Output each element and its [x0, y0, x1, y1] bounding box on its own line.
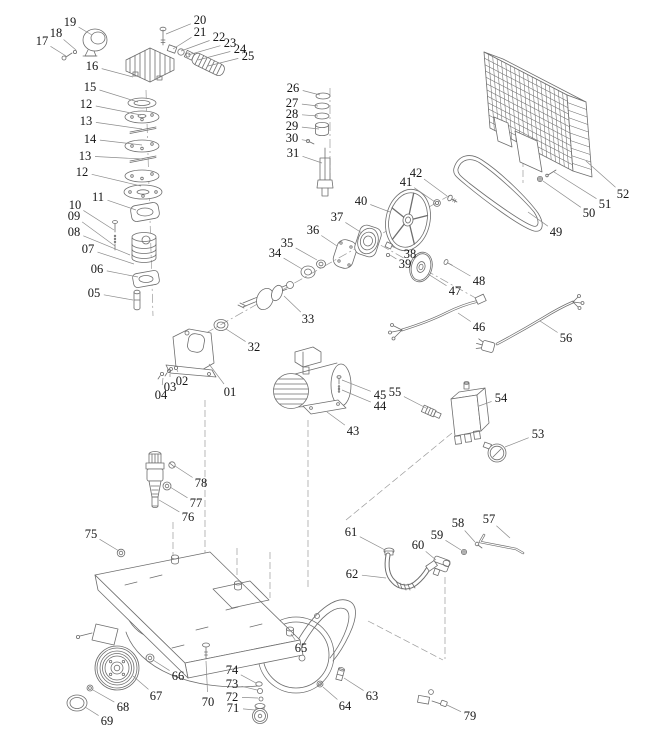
leader-line: [505, 438, 529, 447]
part-label: 63: [365, 689, 379, 703]
fitting-59: [461, 549, 466, 554]
v-belt: [454, 156, 543, 232]
part-label: 52: [616, 187, 630, 201]
leader-line: [428, 274, 447, 286]
part-label: 29: [285, 119, 299, 133]
leader-line: [496, 526, 510, 538]
part-label: 25: [241, 49, 255, 63]
part-label: 18: [49, 26, 63, 40]
part-label: 76: [181, 510, 195, 524]
part-label: 49: [549, 225, 563, 239]
leader-line: [166, 24, 191, 34]
part-label: 13: [79, 114, 93, 128]
leader-line: [303, 91, 320, 96]
leader-line: [447, 705, 461, 712]
part-label: 37: [330, 210, 344, 224]
part-label: 01: [223, 385, 237, 399]
part-label: 69: [100, 714, 114, 728]
bearing: [301, 266, 315, 278]
wheel: [95, 646, 139, 690]
shaft-seal: [214, 320, 228, 331]
part-label: 35: [280, 236, 294, 250]
part-label: 04: [154, 388, 168, 402]
shaft-key: [385, 242, 393, 257]
gasket-stack: [124, 98, 162, 222]
part-label: 59: [430, 528, 444, 542]
part-label: 08: [67, 225, 81, 239]
part-label: 50: [582, 206, 596, 220]
part-label: 33: [301, 312, 315, 326]
leader-line: [465, 531, 475, 543]
pressure-gauge: [483, 442, 506, 462]
leader-line: [540, 321, 558, 333]
leader-line: [83, 210, 114, 230]
part-label: 60: [411, 538, 425, 552]
part-label: 73: [225, 677, 239, 691]
flywheel: [380, 185, 436, 255]
stud-05: [134, 290, 140, 310]
part-label: 79: [463, 709, 477, 723]
part-label: 55: [388, 385, 402, 399]
check-valve-stack: [306, 93, 333, 196]
part-label: 71: [226, 701, 240, 715]
leader-line: [108, 200, 137, 210]
part-label: 53: [531, 427, 545, 441]
part-label: 12: [79, 97, 93, 111]
leader-line: [327, 412, 345, 425]
leader-line: [242, 697, 258, 698]
leader-line: [93, 690, 114, 702]
part-label: 26: [286, 81, 300, 95]
leader-line: [321, 236, 337, 247]
leader-line: [226, 329, 246, 342]
part-label: 06: [90, 262, 104, 276]
leader-line: [173, 37, 192, 49]
part-label: 41: [399, 175, 413, 189]
part-label: 38: [403, 247, 417, 261]
leader-line: [426, 551, 436, 560]
part-label: 21: [193, 25, 207, 39]
part-label: 54: [494, 391, 508, 405]
leader-line: [284, 296, 301, 312]
part-label: 22: [212, 30, 226, 44]
part-label: 74: [225, 663, 239, 677]
part-label: 40: [354, 194, 368, 208]
leader-line: [362, 575, 386, 578]
leader-line: [107, 271, 138, 277]
leader-line: [302, 140, 309, 141]
leader-line: [424, 179, 447, 196]
leader-line: [243, 709, 255, 710]
part-label: 07: [81, 242, 95, 256]
part-label: 13: [78, 149, 92, 163]
part-label: 12: [75, 165, 89, 179]
part-label: 24: [233, 42, 247, 56]
part-label: 03: [163, 380, 177, 394]
cylinder-plate: [132, 270, 160, 288]
leader-line: [181, 41, 210, 52]
inlet-fittings: [167, 45, 190, 57]
part-label: 20: [193, 13, 207, 27]
power-cord-46: [389, 294, 487, 340]
leader-line: [296, 248, 317, 260]
part-label: 28: [285, 107, 299, 121]
part-label: 32: [247, 340, 261, 354]
part-label: 56: [559, 331, 573, 345]
leader-line: [302, 127, 319, 129]
part-label: 39: [398, 257, 412, 271]
belt-guard-grille: [484, 52, 592, 182]
part-label: 34: [268, 246, 282, 260]
hub-cap: [67, 695, 87, 711]
leader-line: [370, 205, 390, 213]
leader-line: [51, 46, 67, 56]
part-label: 43: [346, 424, 360, 438]
part-label: 44: [373, 399, 387, 413]
part-label: 30: [285, 131, 299, 145]
leader-line: [175, 466, 193, 478]
part-label: 51: [598, 197, 612, 211]
axle-washer: [146, 654, 154, 662]
part-label: 05: [87, 286, 101, 300]
part-label: 02: [175, 374, 189, 388]
piston: [132, 233, 156, 263]
leader-line: [458, 313, 471, 322]
part-label: 14: [83, 132, 97, 146]
part-label: 68: [116, 700, 130, 714]
part-label: 78: [194, 476, 208, 490]
flywheel-washer: [434, 200, 441, 207]
part-label: 61: [344, 525, 358, 539]
air-filter: [83, 29, 107, 56]
part-label: 66: [171, 669, 185, 683]
leader-line: [323, 687, 337, 700]
axle-bracket: [76, 624, 118, 645]
part-label: 45: [373, 388, 387, 402]
part-label: 67: [149, 689, 163, 703]
leader-line: [100, 539, 120, 551]
leader-line: [100, 90, 139, 102]
part-label: 42: [409, 166, 423, 180]
part-label: 16: [85, 59, 99, 73]
washer-68: [87, 685, 93, 691]
part-label: 19: [63, 15, 77, 29]
part-label: 70: [201, 695, 215, 709]
flywheel-bolt: [447, 194, 459, 204]
leader-line: [344, 678, 364, 691]
crankcase: [166, 329, 216, 377]
leader-line: [159, 500, 179, 512]
leader-line: [303, 156, 323, 163]
part-label: 36: [306, 223, 320, 237]
leader-line: [360, 537, 385, 550]
leader-line: [153, 660, 170, 671]
spacer-ring: [317, 260, 326, 268]
part-label: 48: [472, 274, 486, 288]
part-label: 72: [225, 690, 239, 704]
part-label: 64: [338, 699, 352, 713]
regulator: [146, 452, 175, 508]
leader-line: [104, 295, 133, 300]
cylinder-head: [126, 48, 174, 82]
leader-line: [446, 540, 462, 550]
leader-line: [95, 157, 143, 160]
part-label: 17: [35, 34, 49, 48]
part-label: 65: [294, 641, 308, 655]
part-label: 58: [451, 516, 465, 530]
part-label: 23: [223, 36, 237, 50]
leader-line: [390, 255, 396, 259]
part-label: 62: [345, 567, 359, 581]
safety-valve: [336, 667, 345, 681]
bearing-gasket: [331, 238, 359, 271]
leader-line: [448, 263, 470, 276]
part-label: 15: [83, 80, 97, 94]
leader-line: [170, 487, 188, 498]
part-label: 75: [84, 527, 98, 541]
leader-line: [345, 222, 362, 233]
outlet-pipe: [480, 535, 523, 553]
part-label: 27: [285, 96, 299, 110]
part-label: 09: [67, 209, 81, 223]
caster-assembly: [253, 682, 268, 724]
part-label: 57: [482, 512, 496, 526]
part-label: 47: [448, 284, 462, 298]
leader-line: [85, 707, 99, 716]
part-label: 31: [286, 146, 300, 160]
leader-line: [188, 46, 220, 55]
part-label: 10: [68, 198, 82, 212]
leader-line: [241, 675, 256, 683]
part-label: 11: [91, 190, 105, 204]
leader-line: [404, 397, 428, 409]
head-bolt: [160, 27, 166, 45]
part-label: 77: [189, 496, 203, 510]
pressure-switch: [451, 382, 489, 445]
leader-line: [64, 40, 76, 51]
leader-line: [284, 258, 302, 269]
leader-line: [133, 676, 149, 689]
bearing-cover: [353, 223, 383, 258]
leader-line: [96, 122, 142, 129]
drain-valve: [417, 690, 447, 707]
part-label: 46: [472, 320, 486, 334]
